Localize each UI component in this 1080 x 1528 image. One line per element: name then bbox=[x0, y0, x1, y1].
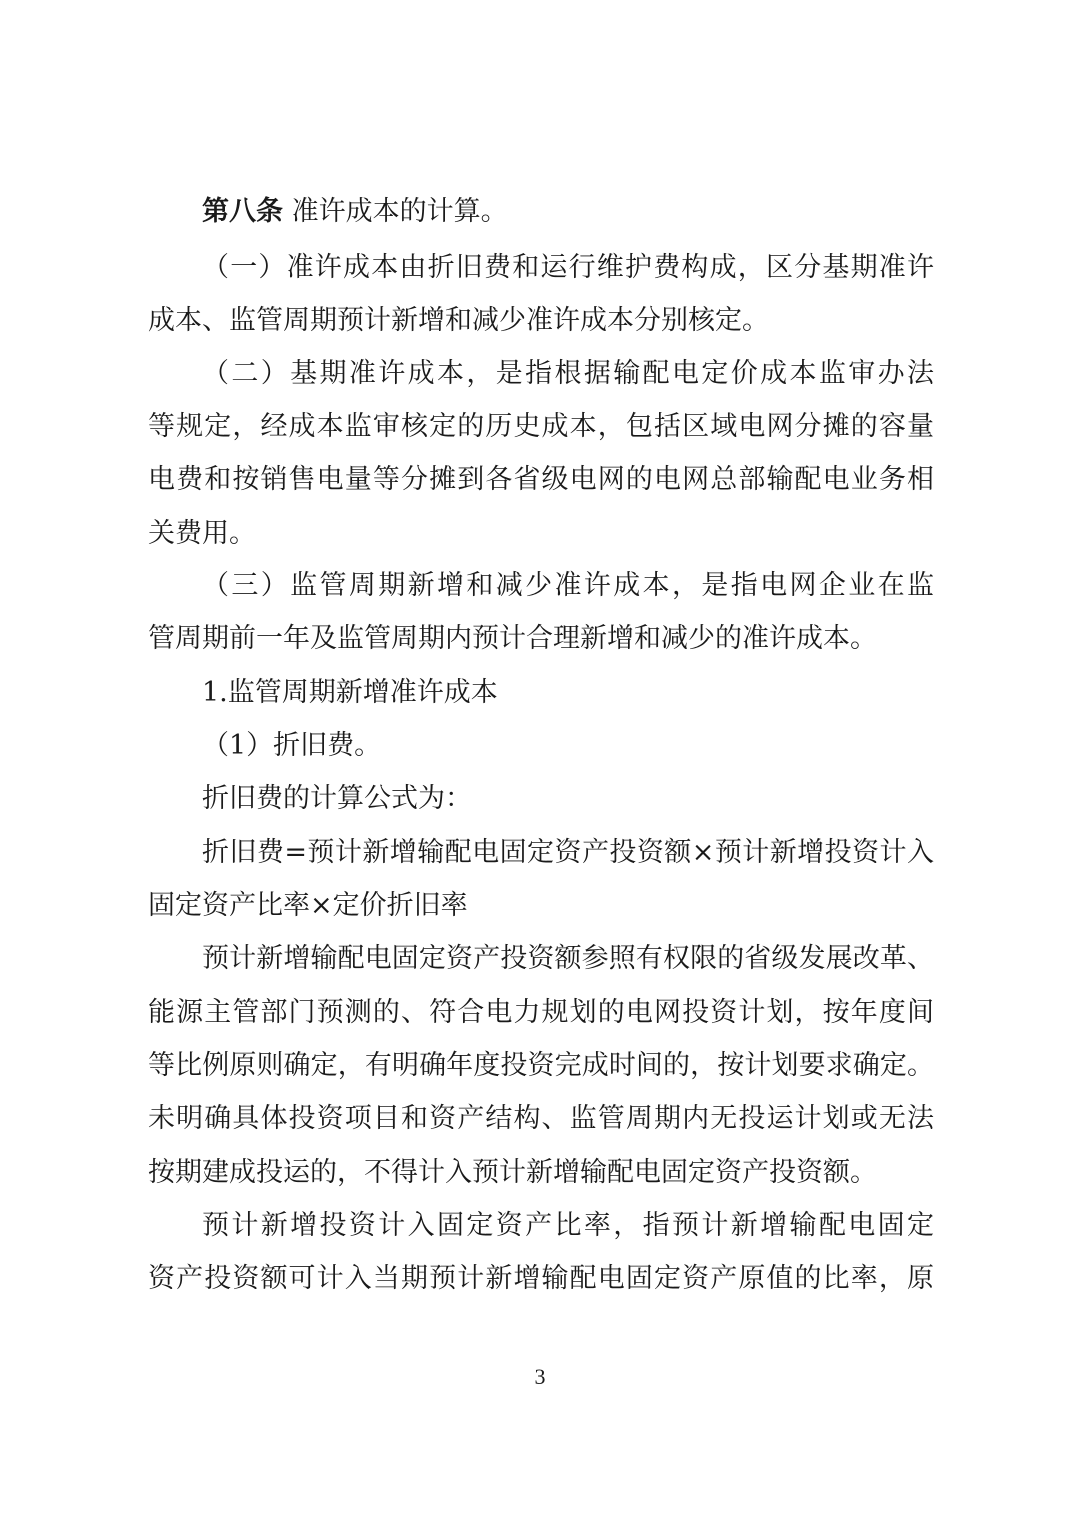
item-heading: （1）折旧费。 bbox=[202, 730, 382, 761]
subsection-heading: 1.监管周期新增准许成本 bbox=[202, 677, 498, 708]
paragraph-line: 预计新增输配电固定资产投资额参照有权限的省级发展改革、 bbox=[202, 943, 934, 974]
page-number: 3 bbox=[534, 1364, 546, 1389]
paragraph-line: 等比例原则确定，有明确年度投资完成时间的，按计划要求确定。 bbox=[148, 1050, 934, 1081]
paragraph-line: 等规定，经成本监审核定的历史成本，包括区域电网分摊的容量 bbox=[148, 411, 934, 442]
paragraph-line: 管周期前一年及监管周期内预计合理新增和减少的准许成本。 bbox=[148, 623, 877, 654]
paragraph-line: 折旧费的计算公式为： bbox=[202, 783, 472, 814]
article-title: 准许成本的计算。 bbox=[291, 196, 508, 227]
article-number: 第八条 bbox=[202, 196, 283, 227]
paragraph-line: 按期建成投运的，不得计入预计新增输配电固定资产投资额。 bbox=[148, 1157, 877, 1188]
paragraph-line: 电费和按销售电量等分摊到各省级电网的电网总部输配电业务相 bbox=[148, 464, 934, 495]
paragraph-line: （二）基期准许成本，是指根据输配电定价成本监审办法 bbox=[202, 358, 934, 389]
paragraph-line: 能源主管部门预测的、符合电力规划的电网投资计划，按年度间 bbox=[148, 997, 934, 1028]
paragraph-line: 资产投资额可计入当期预计新增输配电固定资产原值的比率，原 bbox=[148, 1263, 934, 1294]
formula-line: 折旧费=预计新增输配电固定资产投资额×预计新增投资计入 bbox=[202, 837, 934, 868]
paragraph-line: 关费用。 bbox=[148, 518, 256, 549]
paragraph-line: （一）准许成本由折旧费和运行维护费构成，区分基期准许 bbox=[202, 252, 934, 283]
formula-line: 固定资产比率×定价折旧率 bbox=[148, 890, 468, 921]
paragraph-line: 未明确具体投资项目和资产结构、监管周期内无投运计划或无法 bbox=[148, 1103, 934, 1134]
paragraph-line: （三）监管周期新增和减少准许成本，是指电网企业在监 bbox=[202, 570, 934, 601]
paragraph-line: 预计新增投资计入固定资产比率，指预计新增输配电固定 bbox=[202, 1210, 934, 1241]
paragraph-line: 成本、监管周期预计新增和减少准许成本分别核定。 bbox=[148, 305, 769, 336]
article-heading-line bbox=[202, 192, 934, 232]
